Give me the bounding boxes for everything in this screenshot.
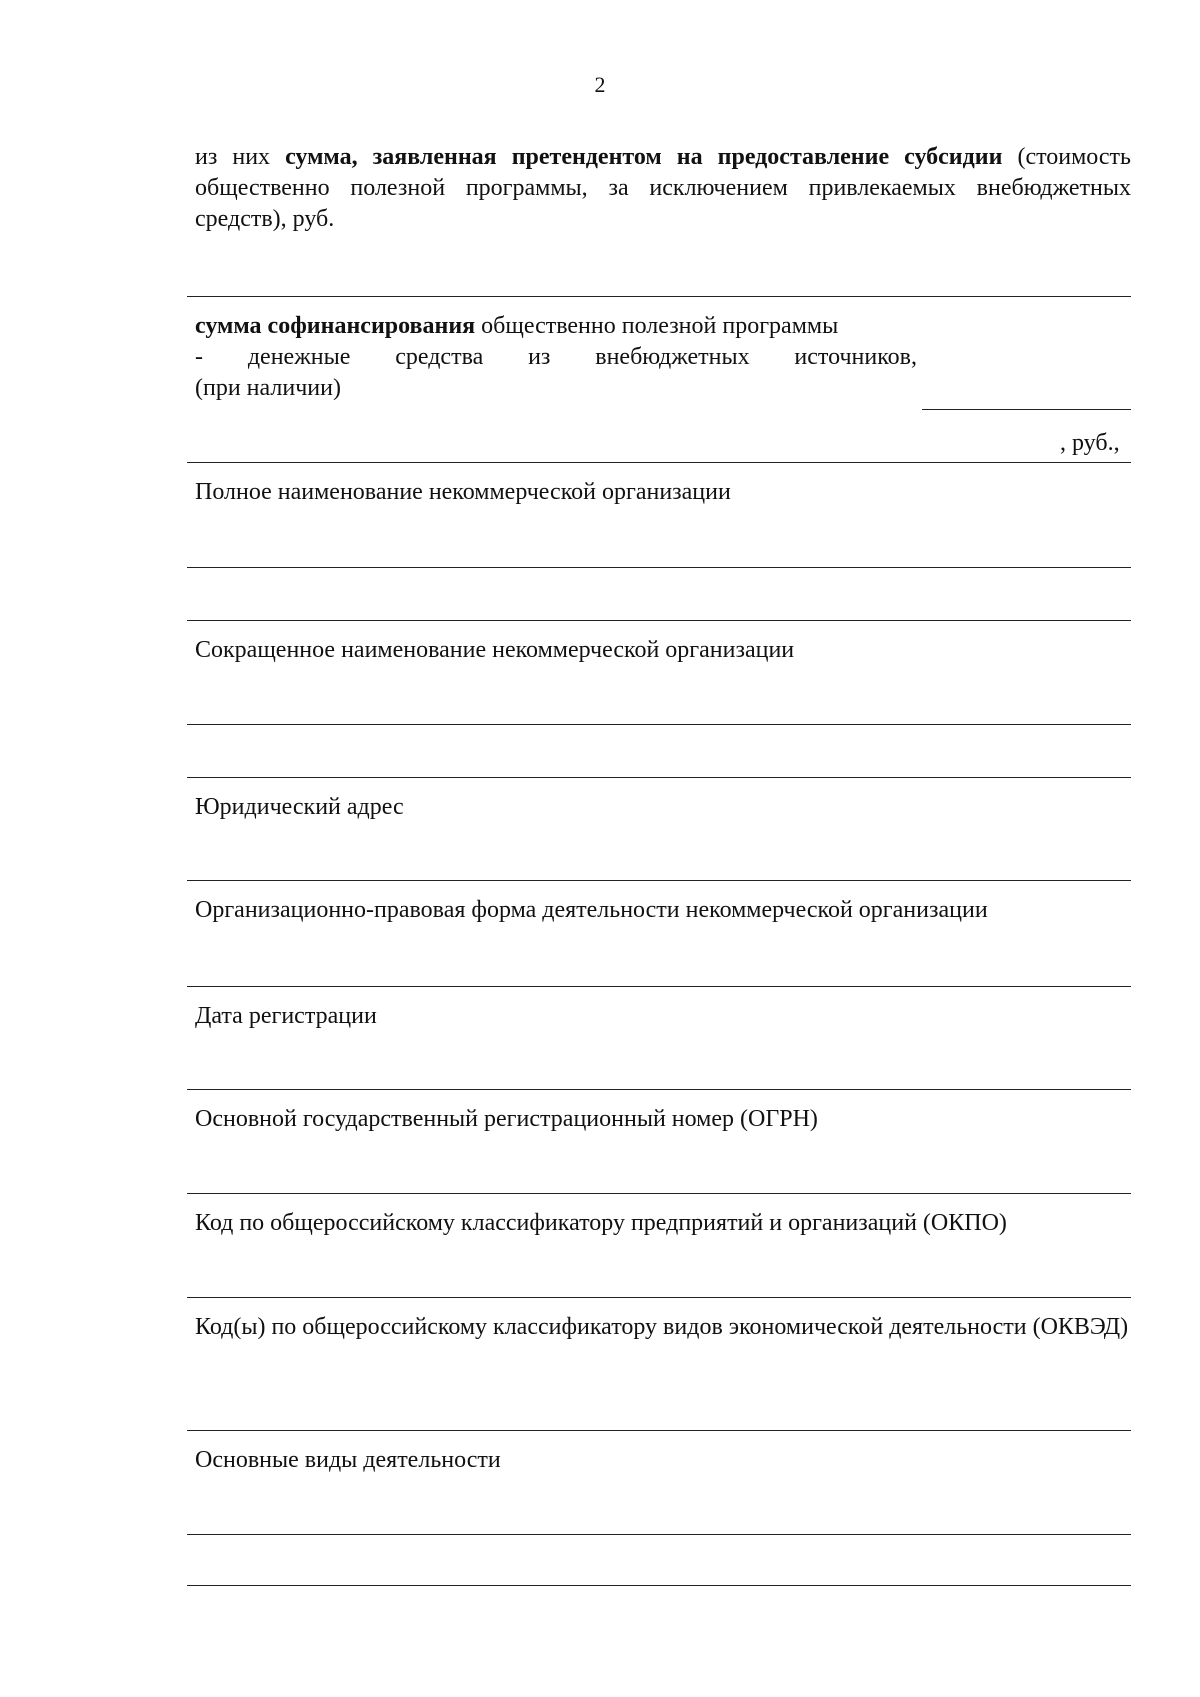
field-label-okpo: Код по общероссийскому классификатору предприятий и организаций (ОКПО) (195, 1210, 1007, 1236)
cofinancing-line-2: - денежные средства из внебюджетных источников, (195, 344, 917, 370)
field-label-ogrn: Основной государственный регистрационный номер (ОГРН) (195, 1106, 818, 1132)
field-line-legal-address[interactable] (187, 880, 1131, 881)
field-label-full-name: Полное наименование некоммерческой организации (195, 479, 731, 505)
field-label-short-name: Сокращенное наименование некоммерческой организации (195, 637, 795, 663)
cofinancing-separator-line (187, 462, 1131, 463)
field-line-main-activities-1[interactable] (187, 1534, 1131, 1535)
field-label-main-activities: Основные виды деятельности (195, 1447, 501, 1473)
field-line-registration-date[interactable] (187, 1089, 1131, 1090)
cofinancing-bold-label: сумма софинансирования (195, 313, 476, 339)
subsidy-amount-line[interactable] (187, 296, 1131, 297)
cofinancing-unit: , руб., (1060, 430, 1120, 456)
field-line-main-activities-2[interactable] (187, 1585, 1131, 1586)
field-line-okpo[interactable] (187, 1297, 1131, 1298)
field-line-short-name-2[interactable] (187, 777, 1131, 778)
cofinancing-amount-line[interactable] (922, 409, 1131, 410)
field-line-okved[interactable] (187, 1430, 1131, 1431)
subsidy-amount-paragraph (195, 142, 1131, 235)
subsidy-description: (стоимость общественно полезной программы, за исключением привлекаемых внебюджетных средств), руб. (195, 144, 1131, 232)
cofinancing-block (195, 311, 917, 404)
field-label-registration-date: Дата регистрации (195, 1003, 377, 1029)
field-label-legal-form: Организационно-правовая форма деятельности некоммерческой организации (195, 897, 988, 923)
field-line-ogrn[interactable] (187, 1193, 1131, 1194)
cofinancing-line-1-rest: общественно полезной программы (475, 313, 839, 339)
page-number: 2 (594, 72, 606, 97)
field-label-okved: Код(ы) по общероссийскому классификатору видов экономической деятельности (ОКВЭД) (195, 1314, 1129, 1340)
field-line-full-name-2[interactable] (187, 620, 1131, 621)
field-label-legal-address: Юридический адрес (195, 794, 404, 820)
field-line-full-name-1[interactable] (187, 567, 1131, 568)
field-line-legal-form[interactable] (187, 986, 1131, 987)
cofinancing-line-1 (195, 311, 917, 342)
subsidy-prefix: из них (195, 144, 286, 170)
field-line-short-name-1[interactable] (187, 724, 1131, 725)
subsidy-bold-label: сумма, заявленная претендентом на предоставление субсидии (285, 144, 1003, 170)
cofinancing-line-3: (при наличии) (195, 375, 341, 401)
